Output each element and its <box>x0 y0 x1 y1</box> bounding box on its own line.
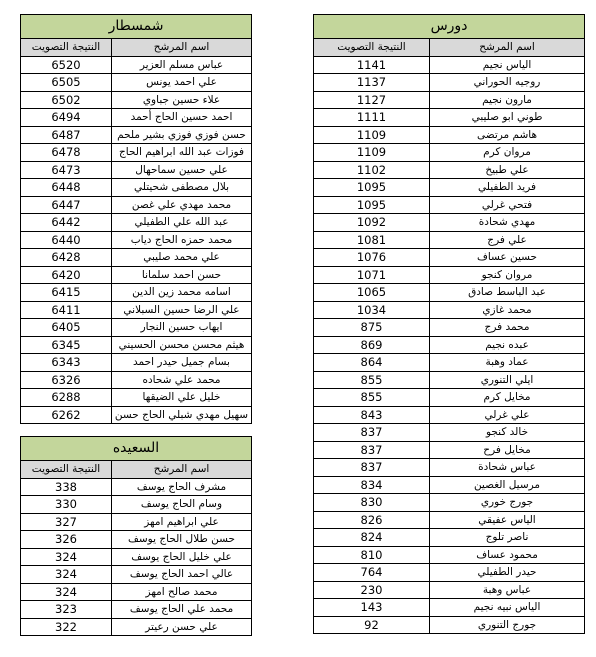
vote-count: 6487 <box>21 126 112 144</box>
vote-count: 1076 <box>314 249 430 267</box>
candidate-name: علي ابراهيم امهز <box>112 513 252 531</box>
table-row <box>21 618 252 636</box>
candidate-name: علي الرضا حسين السبلاني <box>112 301 252 319</box>
table-row <box>21 161 252 179</box>
vote-count: 1141 <box>314 56 430 74</box>
vote-count: 869 <box>314 336 430 354</box>
vote-count: 6343 <box>21 354 112 372</box>
vote-count: 6262 <box>21 406 112 424</box>
table-row <box>21 601 252 619</box>
shamsatar-rows <box>21 56 252 424</box>
table-row <box>314 424 585 442</box>
candidate-name: وسام الحاج يوسف <box>112 496 252 514</box>
candidate-name: علي غرلي <box>430 406 585 424</box>
table-row <box>21 583 252 601</box>
table-row <box>21 319 252 337</box>
table-row <box>314 441 585 459</box>
dours-rows <box>314 56 585 634</box>
candidate-name: سهيل مهدي شبلي الحاج حسن <box>112 406 252 424</box>
candidate-name: عبد الله علي الطفيلي <box>112 214 252 232</box>
table-row <box>314 196 585 214</box>
table-row <box>314 161 585 179</box>
vote-count: 6473 <box>21 161 112 179</box>
vote-count: 826 <box>314 511 430 529</box>
candidate-name: علي فرج <box>430 231 585 249</box>
candidate-name: محمد علي شحاده <box>112 371 252 389</box>
vote-count: 6520 <box>21 56 112 74</box>
table-row <box>314 354 585 372</box>
vote-count: 875 <box>314 319 430 337</box>
candidate-name: ايلي التنوري <box>430 371 585 389</box>
candidate-name: علاء حسين جباوي <box>112 91 252 109</box>
saeedeh-title: السعيده <box>21 437 252 461</box>
vote-count: 6447 <box>21 196 112 214</box>
vote-count: 1137 <box>314 74 430 92</box>
vote-count: 6442 <box>21 214 112 232</box>
table-row <box>314 336 585 354</box>
table-row <box>314 599 585 617</box>
table-row <box>314 616 585 634</box>
vote-count: 230 <box>314 581 430 599</box>
candidate-name: بلال مصطفى شحيتلي <box>112 179 252 197</box>
candidate-name: فوزات عبد الله ابراهيم الحاج <box>112 144 252 162</box>
name-column-header: اسم المرشح <box>430 39 585 57</box>
dours-results-table <box>313 14 585 634</box>
table-row <box>314 56 585 74</box>
candidate-name: الياس نبيه نجيم <box>430 599 585 617</box>
table-row <box>314 144 585 162</box>
vote-count: 6502 <box>21 91 112 109</box>
candidate-name: مشرف الحاج يوسف <box>112 478 252 496</box>
votes-column-header: النتيجة التصويت <box>21 461 112 479</box>
saeedeh-rows <box>21 478 252 636</box>
candidate-name: طوني ابو صليبي <box>430 109 585 127</box>
vote-count: 1102 <box>314 161 430 179</box>
vote-count: 324 <box>21 566 112 584</box>
candidate-name: حسين عساف <box>430 249 585 267</box>
candidate-name: حسن احمد سلمانا <box>112 266 252 284</box>
table-row <box>314 231 585 249</box>
candidate-name: علي طبيخ <box>430 161 585 179</box>
vote-count: 830 <box>314 494 430 512</box>
candidate-name: عالي احمد الحاج يوسف <box>112 566 252 584</box>
candidate-name: محمد صالح امهز <box>112 583 252 601</box>
candidate-name: محمد غازي <box>430 301 585 319</box>
candidate-name: عبد الباسط صادق <box>430 284 585 302</box>
vote-count: 6345 <box>21 336 112 354</box>
vote-count: 6415 <box>21 284 112 302</box>
table-row <box>21 144 252 162</box>
table-row <box>314 371 585 389</box>
vote-count: 864 <box>314 354 430 372</box>
candidate-name: علي حسن رعيتر <box>112 618 252 636</box>
candidate-name: عباس مسلم العزير <box>112 56 252 74</box>
vote-count: 1065 <box>314 284 430 302</box>
vote-count: 1109 <box>314 126 430 144</box>
candidate-name: فريد الطفيلي <box>430 179 585 197</box>
vote-count: 824 <box>314 529 430 547</box>
candidate-name: مخايل فرح <box>430 441 585 459</box>
table-row <box>314 511 585 529</box>
candidate-name: ايهاب حسين النجار <box>112 319 252 337</box>
vote-count: 330 <box>21 496 112 514</box>
table-row <box>21 56 252 74</box>
table-row <box>314 319 585 337</box>
dours-title: دورس <box>314 15 585 39</box>
table-row <box>21 284 252 302</box>
candidate-name: حسن فوزي فوزي بشير ملحم <box>112 126 252 144</box>
table-row <box>314 214 585 232</box>
table-row <box>21 91 252 109</box>
vote-count: 810 <box>314 546 430 564</box>
candidate-name: ناصر تلوج <box>430 529 585 547</box>
candidate-name: عباس شحادة <box>430 459 585 477</box>
vote-count: 326 <box>21 531 112 549</box>
table-row <box>314 494 585 512</box>
candidate-name: محمد حمزه الحاج دياب <box>112 231 252 249</box>
table-row <box>21 496 252 514</box>
vote-count: 324 <box>21 583 112 601</box>
table-row <box>21 126 252 144</box>
table-row <box>21 371 252 389</box>
candidate-name: مهدي شحادة <box>430 214 585 232</box>
vote-count: 327 <box>21 513 112 531</box>
candidate-name: مرسيل الغصين <box>430 476 585 494</box>
vote-count: 6405 <box>21 319 112 337</box>
candidate-name: مروان كرم <box>430 144 585 162</box>
table-row <box>21 214 252 232</box>
table-row <box>314 564 585 582</box>
table-row <box>314 301 585 319</box>
candidate-name: علي حسين سماحهال <box>112 161 252 179</box>
vote-count: 1127 <box>314 91 430 109</box>
vote-count: 6478 <box>21 144 112 162</box>
candidate-name: مخايل كرم <box>430 389 585 407</box>
table-row <box>21 266 252 284</box>
votes-column-header: النتيجة التصويت <box>314 39 430 57</box>
vote-count: 322 <box>21 618 112 636</box>
candidate-name: هاشم مرتضى <box>430 126 585 144</box>
table-row <box>314 249 585 267</box>
vote-count: 1081 <box>314 231 430 249</box>
candidate-name: علي محمد صليبي <box>112 249 252 267</box>
shamsatar-results-table <box>20 14 252 424</box>
name-column-header: اسم المرشح <box>112 461 252 479</box>
candidate-name: روجيه الحوراني <box>430 74 585 92</box>
vote-count: 6420 <box>21 266 112 284</box>
table-row <box>314 74 585 92</box>
table-row <box>21 531 252 549</box>
table-row <box>21 196 252 214</box>
candidate-name: عبده نجيم <box>430 336 585 354</box>
vote-count: 6411 <box>21 301 112 319</box>
table-row <box>314 546 585 564</box>
vote-count: 837 <box>314 459 430 477</box>
candidate-name: علي خليل الحاج يوسف <box>112 548 252 566</box>
vote-count: 1111 <box>314 109 430 127</box>
saeedeh-results-table <box>20 436 252 636</box>
candidate-name: خليل علي الضيقها <box>112 389 252 407</box>
name-column-header: اسم المرشح <box>112 39 252 57</box>
candidate-name: حسن طلال الحاج يوسف <box>112 531 252 549</box>
candidate-name: عماد وهبة <box>430 354 585 372</box>
table-row <box>314 284 585 302</box>
table-row <box>21 548 252 566</box>
candidate-name: محمد علي الحاج يوسف <box>112 601 252 619</box>
candidate-name: بسام جميل حيدر احمد <box>112 354 252 372</box>
candidate-name: جورج التنوري <box>430 616 585 634</box>
table-row <box>314 179 585 197</box>
table-row <box>314 529 585 547</box>
table-row <box>21 336 252 354</box>
vote-count: 324 <box>21 548 112 566</box>
vote-count: 6288 <box>21 389 112 407</box>
candidate-name: خالد كنجو <box>430 424 585 442</box>
vote-count: 1095 <box>314 179 430 197</box>
candidate-name: علي احمد يونس <box>112 74 252 92</box>
table-row <box>314 476 585 494</box>
table-row <box>314 389 585 407</box>
vote-count: 6428 <box>21 249 112 267</box>
table-row <box>21 389 252 407</box>
candidate-name: مارون نجيم <box>430 91 585 109</box>
candidate-name: اسامه محمد زين الدين <box>112 284 252 302</box>
table-row <box>314 459 585 477</box>
table-row <box>21 179 252 197</box>
candidate-name: احمد حسين الحاج أحمد <box>112 109 252 127</box>
vote-count: 834 <box>314 476 430 494</box>
shamsatar-title: شمسطار <box>21 15 252 39</box>
vote-count: 6440 <box>21 231 112 249</box>
vote-count: 855 <box>314 389 430 407</box>
vote-count: 837 <box>314 441 430 459</box>
vote-count: 1071 <box>314 266 430 284</box>
table-row <box>314 581 585 599</box>
vote-count: 1034 <box>314 301 430 319</box>
vote-count: 843 <box>314 406 430 424</box>
votes-column-header: النتيجة التصويت <box>21 39 112 57</box>
candidate-name: الياس عفيقي <box>430 511 585 529</box>
candidate-name: محمد مهدي علي غصن <box>112 196 252 214</box>
table-row <box>21 513 252 531</box>
candidate-name: مروان كنجو <box>430 266 585 284</box>
candidate-name: جورج خوري <box>430 494 585 512</box>
candidate-name: فتحي غرلي <box>430 196 585 214</box>
vote-count: 6494 <box>21 109 112 127</box>
vote-count: 6326 <box>21 371 112 389</box>
table-row <box>21 566 252 584</box>
table-row <box>314 91 585 109</box>
vote-count: 6505 <box>21 74 112 92</box>
vote-count: 92 <box>314 616 430 634</box>
table-row <box>314 266 585 284</box>
vote-count: 1095 <box>314 196 430 214</box>
candidate-name: هيثم محسن محسن الحسيني <box>112 336 252 354</box>
table-row <box>21 478 252 496</box>
candidate-name: عباس وهبة <box>430 581 585 599</box>
candidate-name: الياس نجيم <box>430 56 585 74</box>
candidate-name: محمد فرج <box>430 319 585 337</box>
vote-count: 837 <box>314 424 430 442</box>
table-row <box>314 126 585 144</box>
vote-count: 855 <box>314 371 430 389</box>
table-row <box>21 231 252 249</box>
vote-count: 6448 <box>21 179 112 197</box>
table-row <box>21 109 252 127</box>
vote-count: 143 <box>314 599 430 617</box>
table-row <box>21 301 252 319</box>
vote-count: 323 <box>21 601 112 619</box>
candidate-name: حيدر الطفيلي <box>430 564 585 582</box>
table-row <box>314 109 585 127</box>
table-row <box>21 354 252 372</box>
vote-count: 1092 <box>314 214 430 232</box>
vote-count: 338 <box>21 478 112 496</box>
candidate-name: محمود عساف <box>430 546 585 564</box>
table-row <box>21 406 252 424</box>
table-row <box>314 406 585 424</box>
table-row <box>21 249 252 267</box>
vote-count: 764 <box>314 564 430 582</box>
vote-count: 1109 <box>314 144 430 162</box>
table-row <box>21 74 252 92</box>
